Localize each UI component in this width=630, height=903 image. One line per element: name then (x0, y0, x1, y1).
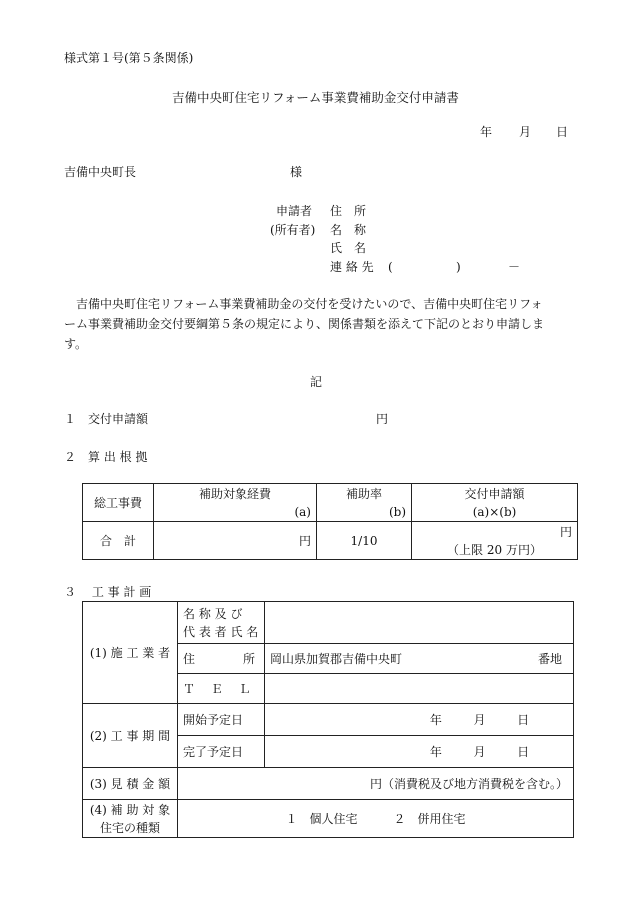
document-title: 吉備中央町住宅リフォーム事業費補助金交付申請書 (172, 90, 459, 105)
applicant-person-label: 氏 名 (330, 241, 367, 255)
applicant-label: 申請者 (276, 204, 313, 218)
header-request-formula: (a)×(b) (472, 504, 517, 519)
housing-type-label-line2: 住宅の種類 (99, 820, 160, 835)
applicant-address-label: 住 所 (330, 204, 367, 218)
housing-type-label (83, 800, 178, 838)
construction-plan-table (82, 601, 574, 838)
contractor-tel-label: Ｔ Ｅ Ｌ (178, 674, 265, 704)
header-request (412, 484, 578, 522)
rep-value (265, 602, 574, 644)
calculation-table (82, 483, 578, 560)
header-eligible (154, 484, 317, 522)
end-day: 日 (517, 744, 530, 759)
end-year: 年 (429, 744, 442, 759)
row-request (412, 522, 578, 560)
rep-label-line1: 名 称 及 び (183, 606, 243, 621)
start-year: 年 (429, 712, 442, 727)
end-date-label: 完了予定日 (178, 736, 265, 768)
rep-label-line2: 代 表 者 氏 名 (183, 624, 259, 639)
form-number: 様式第１号(第５条関係) (64, 51, 194, 65)
row-rate-value: 1/10 (317, 522, 412, 560)
contractor-tel-value (265, 674, 574, 704)
applicant-name-label: 名 称 (330, 223, 367, 237)
contractor-address-label: 住 所 (178, 644, 265, 674)
section2-label: ２ 算 出 根 拠 (64, 450, 148, 464)
start-month: 月 (473, 712, 486, 727)
rep-label (178, 602, 265, 644)
estimate-label: (3) 見 積 金 額 (83, 768, 178, 800)
addressee-honorific: 様 (290, 165, 303, 179)
start-date-label: 開始予定日 (178, 704, 265, 736)
header-rate (317, 484, 412, 522)
date-day: 日 (556, 125, 569, 139)
date-year: 年 (480, 125, 493, 139)
header-total: 総工事費 (83, 484, 154, 522)
owner-label: (所有者) (270, 223, 316, 237)
row-eligible-unit: 円 (154, 522, 317, 560)
header-request-label: 交付申請額 (464, 486, 525, 501)
body-line-2: ーム事業費補助金交付要綱第５条の規定により、関係書類を添えて下記のとおり申請しま (64, 317, 545, 331)
start-day: 日 (517, 712, 530, 727)
section1-unit: 円 (376, 412, 389, 426)
header-rate-label: 補助率 (345, 486, 382, 501)
header-eligible-tag: (a) (294, 504, 311, 519)
contractor-address (265, 644, 574, 674)
applicant-contact-label: 連 絡 先 (330, 260, 374, 274)
contractor-label: (1) 施 工 業 者 (83, 602, 178, 704)
section1-label: １ 交付申請額 (64, 412, 149, 426)
addressee-name: 吉備中央町長 (64, 165, 137, 179)
body-line-1: 吉備中央町住宅リフォーム事業費補助金の交付を受けたいので、吉備中央町住宅リフォ (76, 297, 543, 311)
header-eligible-label: 補助対象経費 (198, 486, 271, 501)
row-total-label: 合 計 (83, 522, 154, 560)
start-date-value (265, 704, 574, 736)
period-label: (2) 工 事 期 間 (83, 704, 178, 768)
estimate-value: 円（消費税及び地方消費税を含む。） (178, 768, 574, 800)
contractor-address-value: 岡山県加賀郡吉備中央町 (270, 651, 403, 666)
end-date-value (265, 736, 574, 768)
date-month: 月 (519, 125, 532, 139)
body-line-3: す。 (64, 337, 88, 351)
row-request-limit: （上限 20 万円） (447, 542, 542, 557)
housing-type-value: １ 個人住宅 ２ 併用住宅 (178, 800, 574, 838)
housing-type-label-line1: (4) 補 助 対 象 (89, 802, 171, 817)
header-rate-tag: (b) (388, 504, 406, 519)
contractor-address-suffix: 番地 (537, 651, 562, 666)
contact-close-paren: ) (456, 260, 461, 274)
end-month: 月 (473, 744, 486, 759)
section3-label: ３ 工 事 計 画 (64, 585, 152, 599)
row-request-unit: 円 (559, 524, 572, 539)
contact-open-paren: ( (388, 260, 393, 274)
contact-dash: － (508, 260, 521, 274)
ki-heading: 記 (310, 375, 323, 389)
